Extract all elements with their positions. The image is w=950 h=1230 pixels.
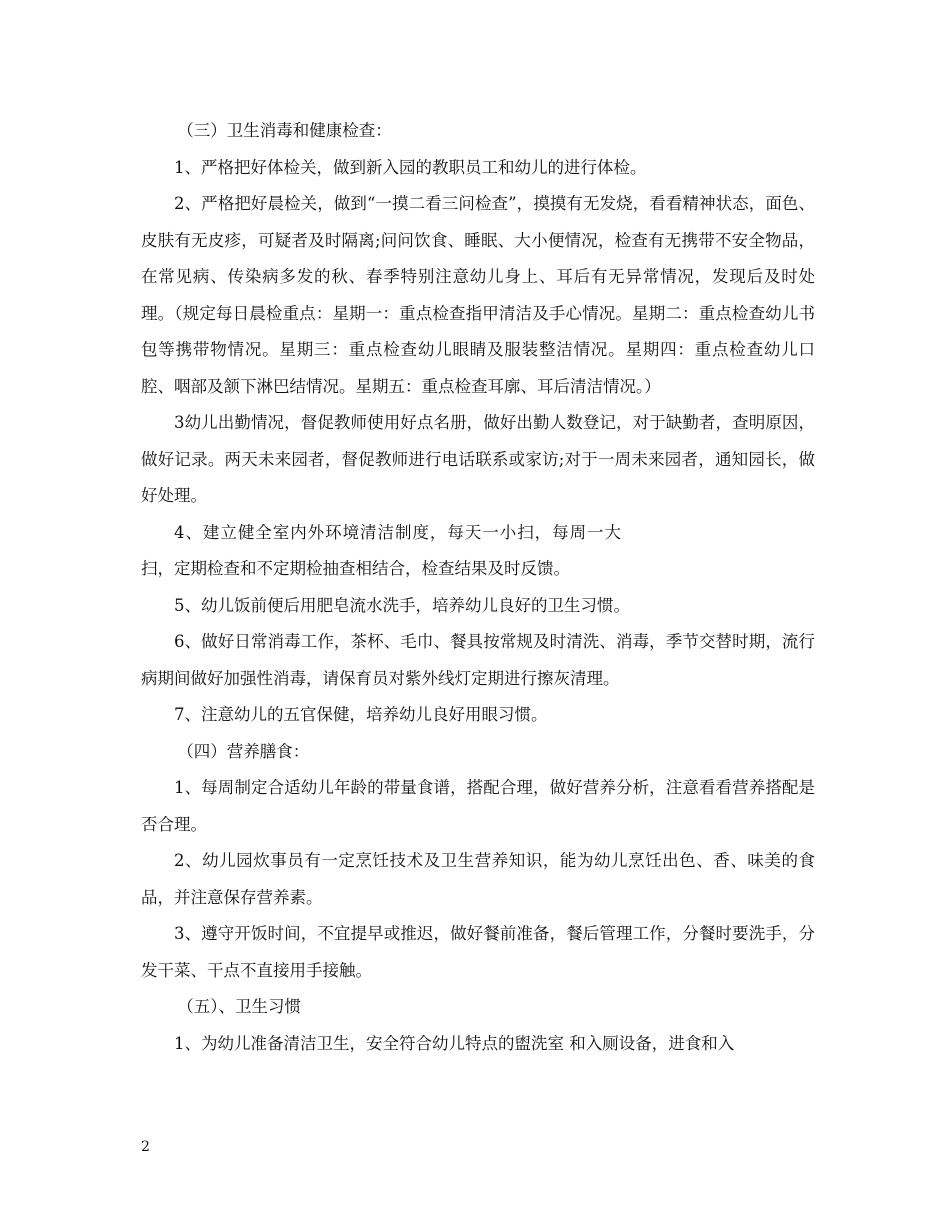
paragraph-3-6: 6、做好日常消毒工作，茶杯、毛巾、餐具按常规及时清洗、消毒，季节交替时期，流行病期间做好加强性消毒，请保育员对紫外线灯定期进行擦灰清理。: [141, 632, 815, 688]
section-heading-four: （四）营养膳食：: [177, 741, 310, 761]
paragraph-3-1: 1、严格把好体检关，做到新入园的教职员工和幼儿的进行体检。: [174, 157, 647, 177]
paragraph-3-3: 3幼儿出勤情况，督促教师使用好点名册，做好出勤人数登记，对于缺勤者，查明原因，做好记录。两天未来园者，督促教师进行电话联系或家访;对于一周未来园者，通知园长，做好处理。: [141, 413, 815, 505]
page-content: [141, 113, 815, 1062]
section-heading-three: （三）卫生消毒和健康检查：: [177, 121, 392, 140]
paragraph-3-2: 2、严格把好晨检关，做到“一摸二看三问检查”，摸摸有无发烧，看看精神状态，面色、皮肤有无皮疹，可疑者及时隔离;问问饮食、睡眠、大小便情况，检查有无携带不安全物品，在常见病、传染病多发的秋、春季特别注意幼儿身上、耳后有无异常情况，发现后及时处理。（规定每日晨检重点：星期一：重点检查指甲清洁及手心情况。星期二：重点检查幼儿书包等携带物情况。星期三：重点检查幼儿眼睛及服装整洁情况。星期四：重点检查幼儿口腔、咽部及颔下淋巴结情况。星期五：重点检查耳廓、耳后清洁情况。）: [141, 194, 815, 396]
paragraph-3-4: 4、建立健全室内外环境清洁制度，每天一小扫，每周一大扫，定期检查和不定期检抽查相结合，检查结果及时反馈。: [141, 522, 621, 578]
section-heading-five: （五）、卫生习惯: [177, 997, 302, 1016]
paragraph-4-3: 3、遵守开饭时间，不宜提早或推迟，做好餐前准备，餐后管理工作，分餐时要洗手，分发干菜、干点不直接用手接触。: [141, 924, 815, 980]
paragraph-4-1: 1、每周制定合适幼儿年龄的带量食谱，搭配合理，做好营养分析，注意看看营养搭配是否合理。: [141, 778, 815, 834]
paragraph-3-7: 7、注意幼儿的五官保健，培养幼儿良好用眼习惯。: [174, 705, 548, 724]
paragraph-5-1: 1、为幼儿准备清洁卫生，安全符合幼儿特点的盥洗室 和入厕设备，进食和入: [174, 1033, 735, 1053]
paragraph-4-2: 2、幼儿园炊事员有一定烹饪技术及卫生营养知识，能为幼儿烹饪出色、香、味美的食品，并注意保存营养素。: [141, 851, 815, 907]
page-number: 2: [141, 1139, 150, 1155]
paragraph-3-5: 5、幼儿饭前便后用肥皂流水洗手，培养幼儿良好的卫生习惯。: [174, 595, 630, 615]
